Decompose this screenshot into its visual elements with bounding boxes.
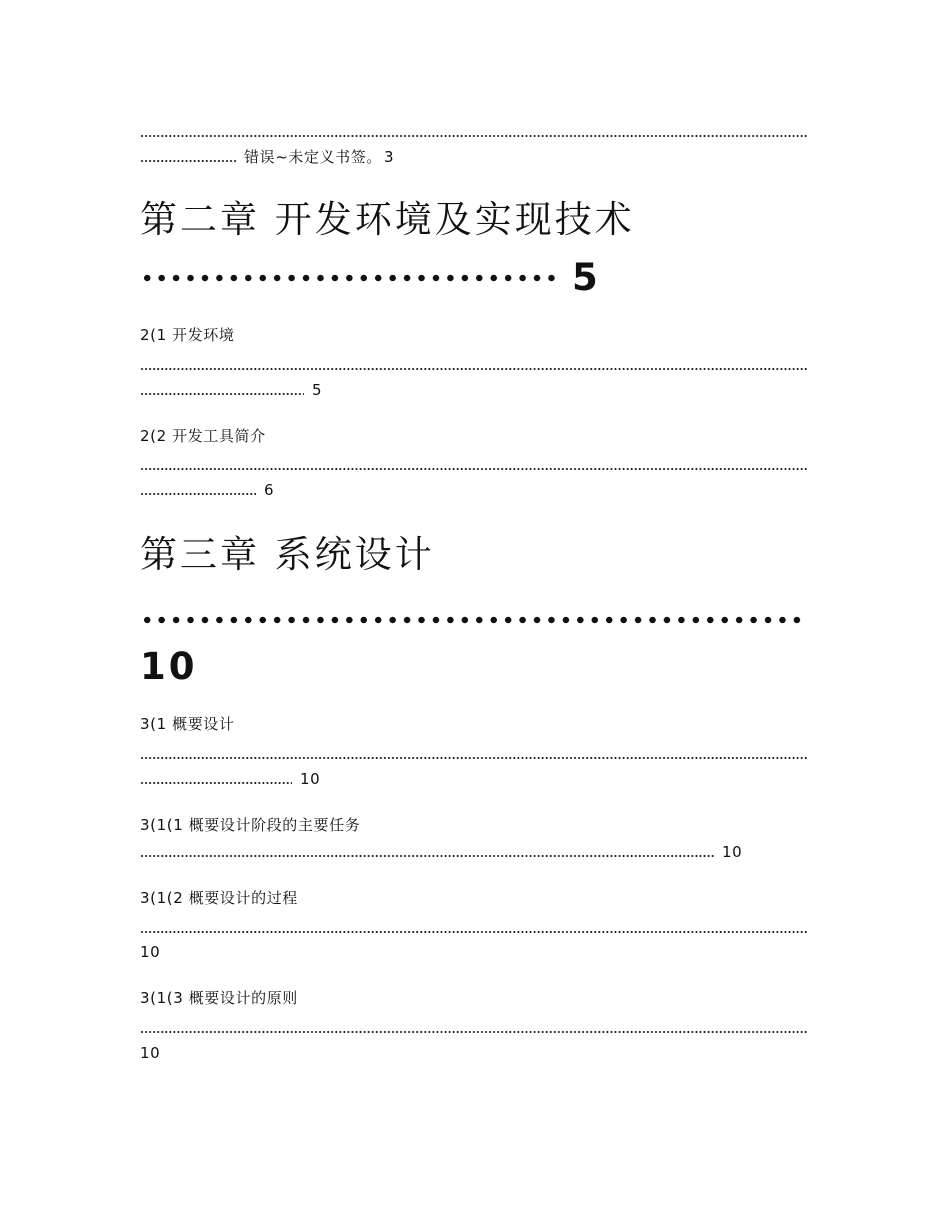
toc-entry-2-1-page-line — [140, 380, 322, 400]
toc-leader-dots — [140, 842, 714, 862]
toc-chapter-2-title[interactable]: 第二章 开发环境及实现技术 — [140, 198, 635, 241]
toc-leader-dots — [140, 380, 304, 400]
toc-leader-dots — [140, 122, 808, 146]
toc-entry-error[interactable] — [140, 147, 394, 167]
toc-entry-3-1-page-line — [140, 769, 320, 789]
toc-chapter-3-page: 10 — [140, 645, 198, 688]
toc-leader-dots — [140, 480, 256, 500]
toc-entry-2-1-label[interactable]: 2(1 开发环境 — [140, 326, 235, 344]
toc-leader-dots — [140, 610, 808, 630]
toc-leader-dots — [140, 769, 292, 789]
toc-leader-dots — [140, 1018, 808, 1042]
toc-page-number: 5 — [312, 381, 323, 399]
toc-leader-dots — [140, 268, 558, 288]
toc-leader-dots — [140, 744, 808, 768]
toc-chapter-2-page: 5 — [572, 256, 601, 299]
toc-leader-dots — [140, 918, 808, 942]
toc-page — [140, 0, 808, 1230]
toc-page-number: 3 — [383, 148, 395, 166]
toc-entry-2-2-page-line — [140, 480, 274, 500]
toc-entry-2-2-label[interactable]: 2(2 开发工具简介 — [140, 427, 266, 445]
toc-page-number: 10 — [300, 770, 321, 788]
toc-page-number: 10 — [722, 843, 743, 861]
toc-entry-3-1-label[interactable]: 3(1 概要设计 — [140, 715, 235, 733]
toc-leader-dots — [140, 147, 236, 167]
toc-entry-3-1-1-page-line — [140, 842, 742, 862]
toc-page-number: 10 — [140, 943, 161, 961]
toc-page-number: 6 — [264, 481, 275, 499]
toc-leader-dots — [140, 355, 808, 379]
toc-page-number: 10 — [140, 1044, 161, 1062]
toc-chapter-3-title[interactable]: 第三章 系统设计 — [140, 533, 435, 576]
toc-entry-text: 错误~未定义书签。 — [244, 148, 382, 166]
toc-entry-3-1-3-label[interactable]: 3(1(3 概要设计的原则 — [140, 989, 298, 1007]
toc-leader-dots — [140, 455, 808, 479]
toc-chapter-3-leader — [140, 609, 808, 629]
toc-chapter-2-leader — [140, 256, 601, 300]
toc-entry-3-1-1-label[interactable]: 3(1(1 概要设计阶段的主要任务 — [140, 816, 361, 834]
toc-entry-3-1-2-label[interactable]: 3(1(2 概要设计的过程 — [140, 889, 298, 907]
